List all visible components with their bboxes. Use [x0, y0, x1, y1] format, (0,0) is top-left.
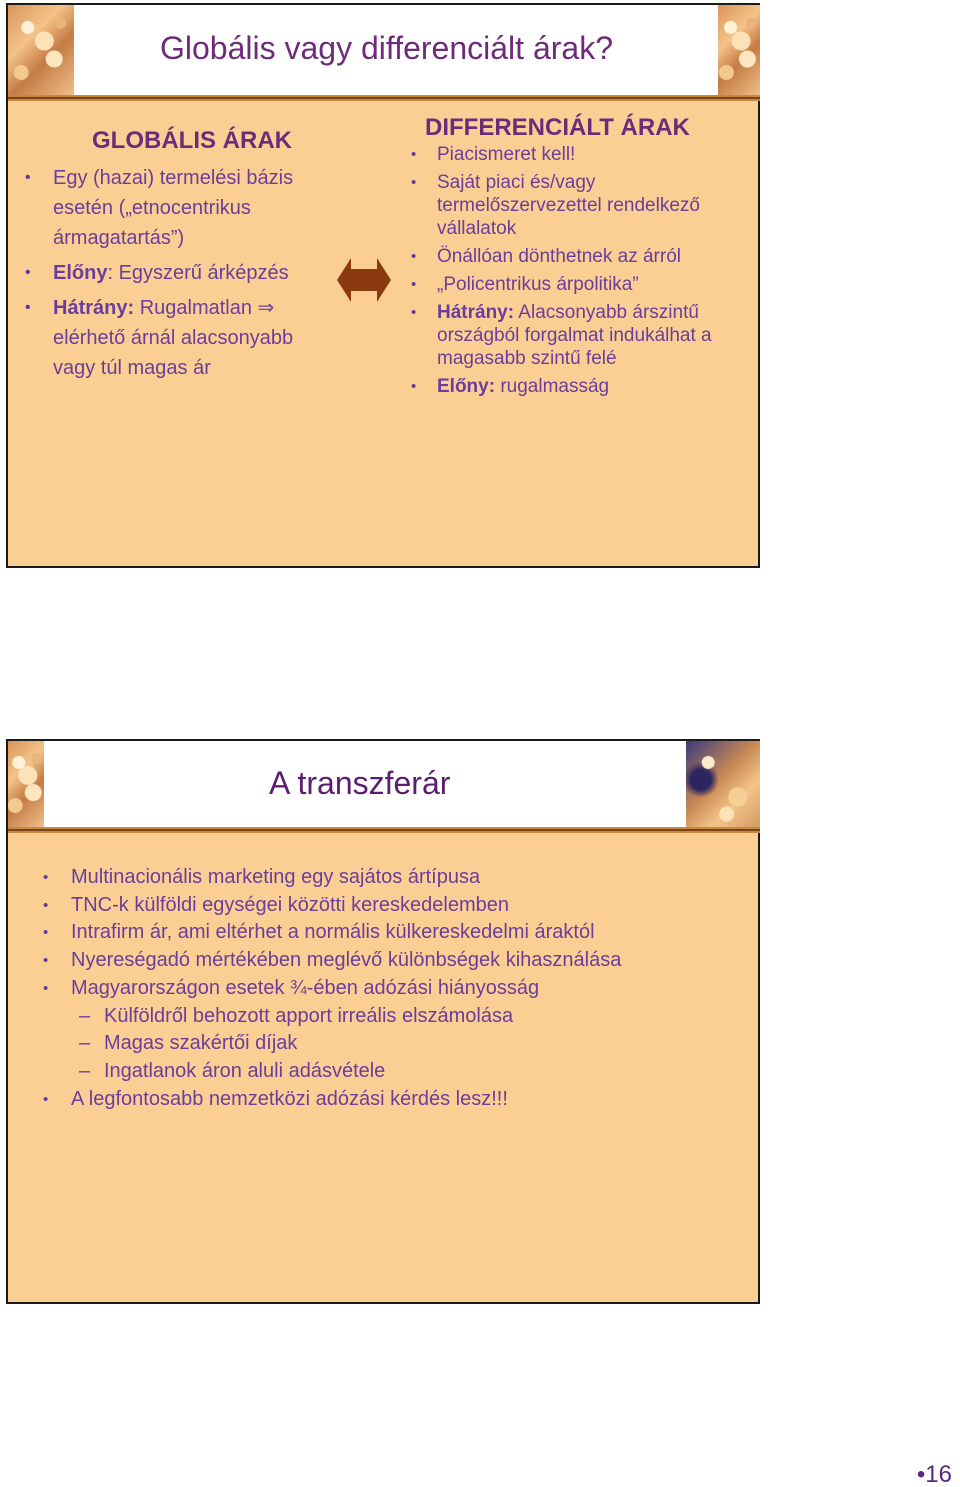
list-item: • Előny: Egyszerű árképzés [53, 258, 333, 288]
double-arrow-icon [337, 258, 391, 302]
right-column-heading: DIFFERENCIÁLT ÁRAK [425, 114, 690, 141]
transzferar-list [71, 864, 731, 1113]
list-item: • Hátrány: Alacsonyabb árszintű országból forgalmat indukálhat a magasabb szintű felé [437, 301, 737, 370]
list-item: • Piacismeret kell! [437, 143, 737, 166]
left-column-heading: GLOBÁLIS ÁRAK [92, 127, 292, 154]
list-item: • A legfontosabb nemzetközi adózási kérdés lesz!!! [71, 1086, 731, 1114]
marble-texture-right [686, 741, 760, 827]
marble-texture-right [718, 5, 760, 95]
list-item: • Multinacionális marketing egy sajátos ártípusa [71, 864, 731, 892]
sub-list-item: – Ingatlanok áron aluli adásvétele [71, 1058, 731, 1086]
slide-title: A transzferár [269, 765, 451, 801]
list-item: • Egy (hazai) termelési bázis esetén („etnocentrikus ármagatartás”) [53, 163, 333, 253]
list-item: • „Policentrikus árpolitika” [437, 273, 737, 296]
list-item: • Magyarországon esetek ¾-ében adózási hiányosság [71, 975, 731, 1003]
list-item: • Saját piaci és/vagy termelőszervezettel rendelkező vállalatok [437, 171, 737, 240]
list-item: • Intrafirm ár, ami eltérhet a normális külkereskedelmi áraktól [71, 919, 731, 947]
list-item: • Hátrány: Rugalmatlan ⇒ elérhető árnál alacsonyabb vagy túl magas ár [53, 293, 333, 383]
sub-list-item: – Külföldről behozott apport irreális elszámolása [71, 1003, 731, 1031]
marble-texture-left [8, 5, 74, 95]
title-divider [8, 95, 760, 101]
globalis-arak-list [53, 163, 333, 388]
differencialt-arak-list [437, 143, 737, 403]
list-item: • Önállóan dönthetnek az árról [437, 245, 737, 268]
list-item: • Előny: rugalmasság [437, 375, 737, 398]
marble-texture-left [8, 741, 44, 827]
list-item: • Nyereségadó mértékében meglévő különbségek kihasználása [71, 947, 731, 975]
sub-list-item: – Magas szakértői díjak [71, 1030, 731, 1058]
list-item: • TNC-k külföldi egységei közötti kereskedelemben [71, 892, 731, 920]
title-divider [8, 827, 760, 833]
slide-title: Globális vagy differenciált árak? [160, 30, 613, 66]
page-number: •16 [916, 1461, 952, 1487]
